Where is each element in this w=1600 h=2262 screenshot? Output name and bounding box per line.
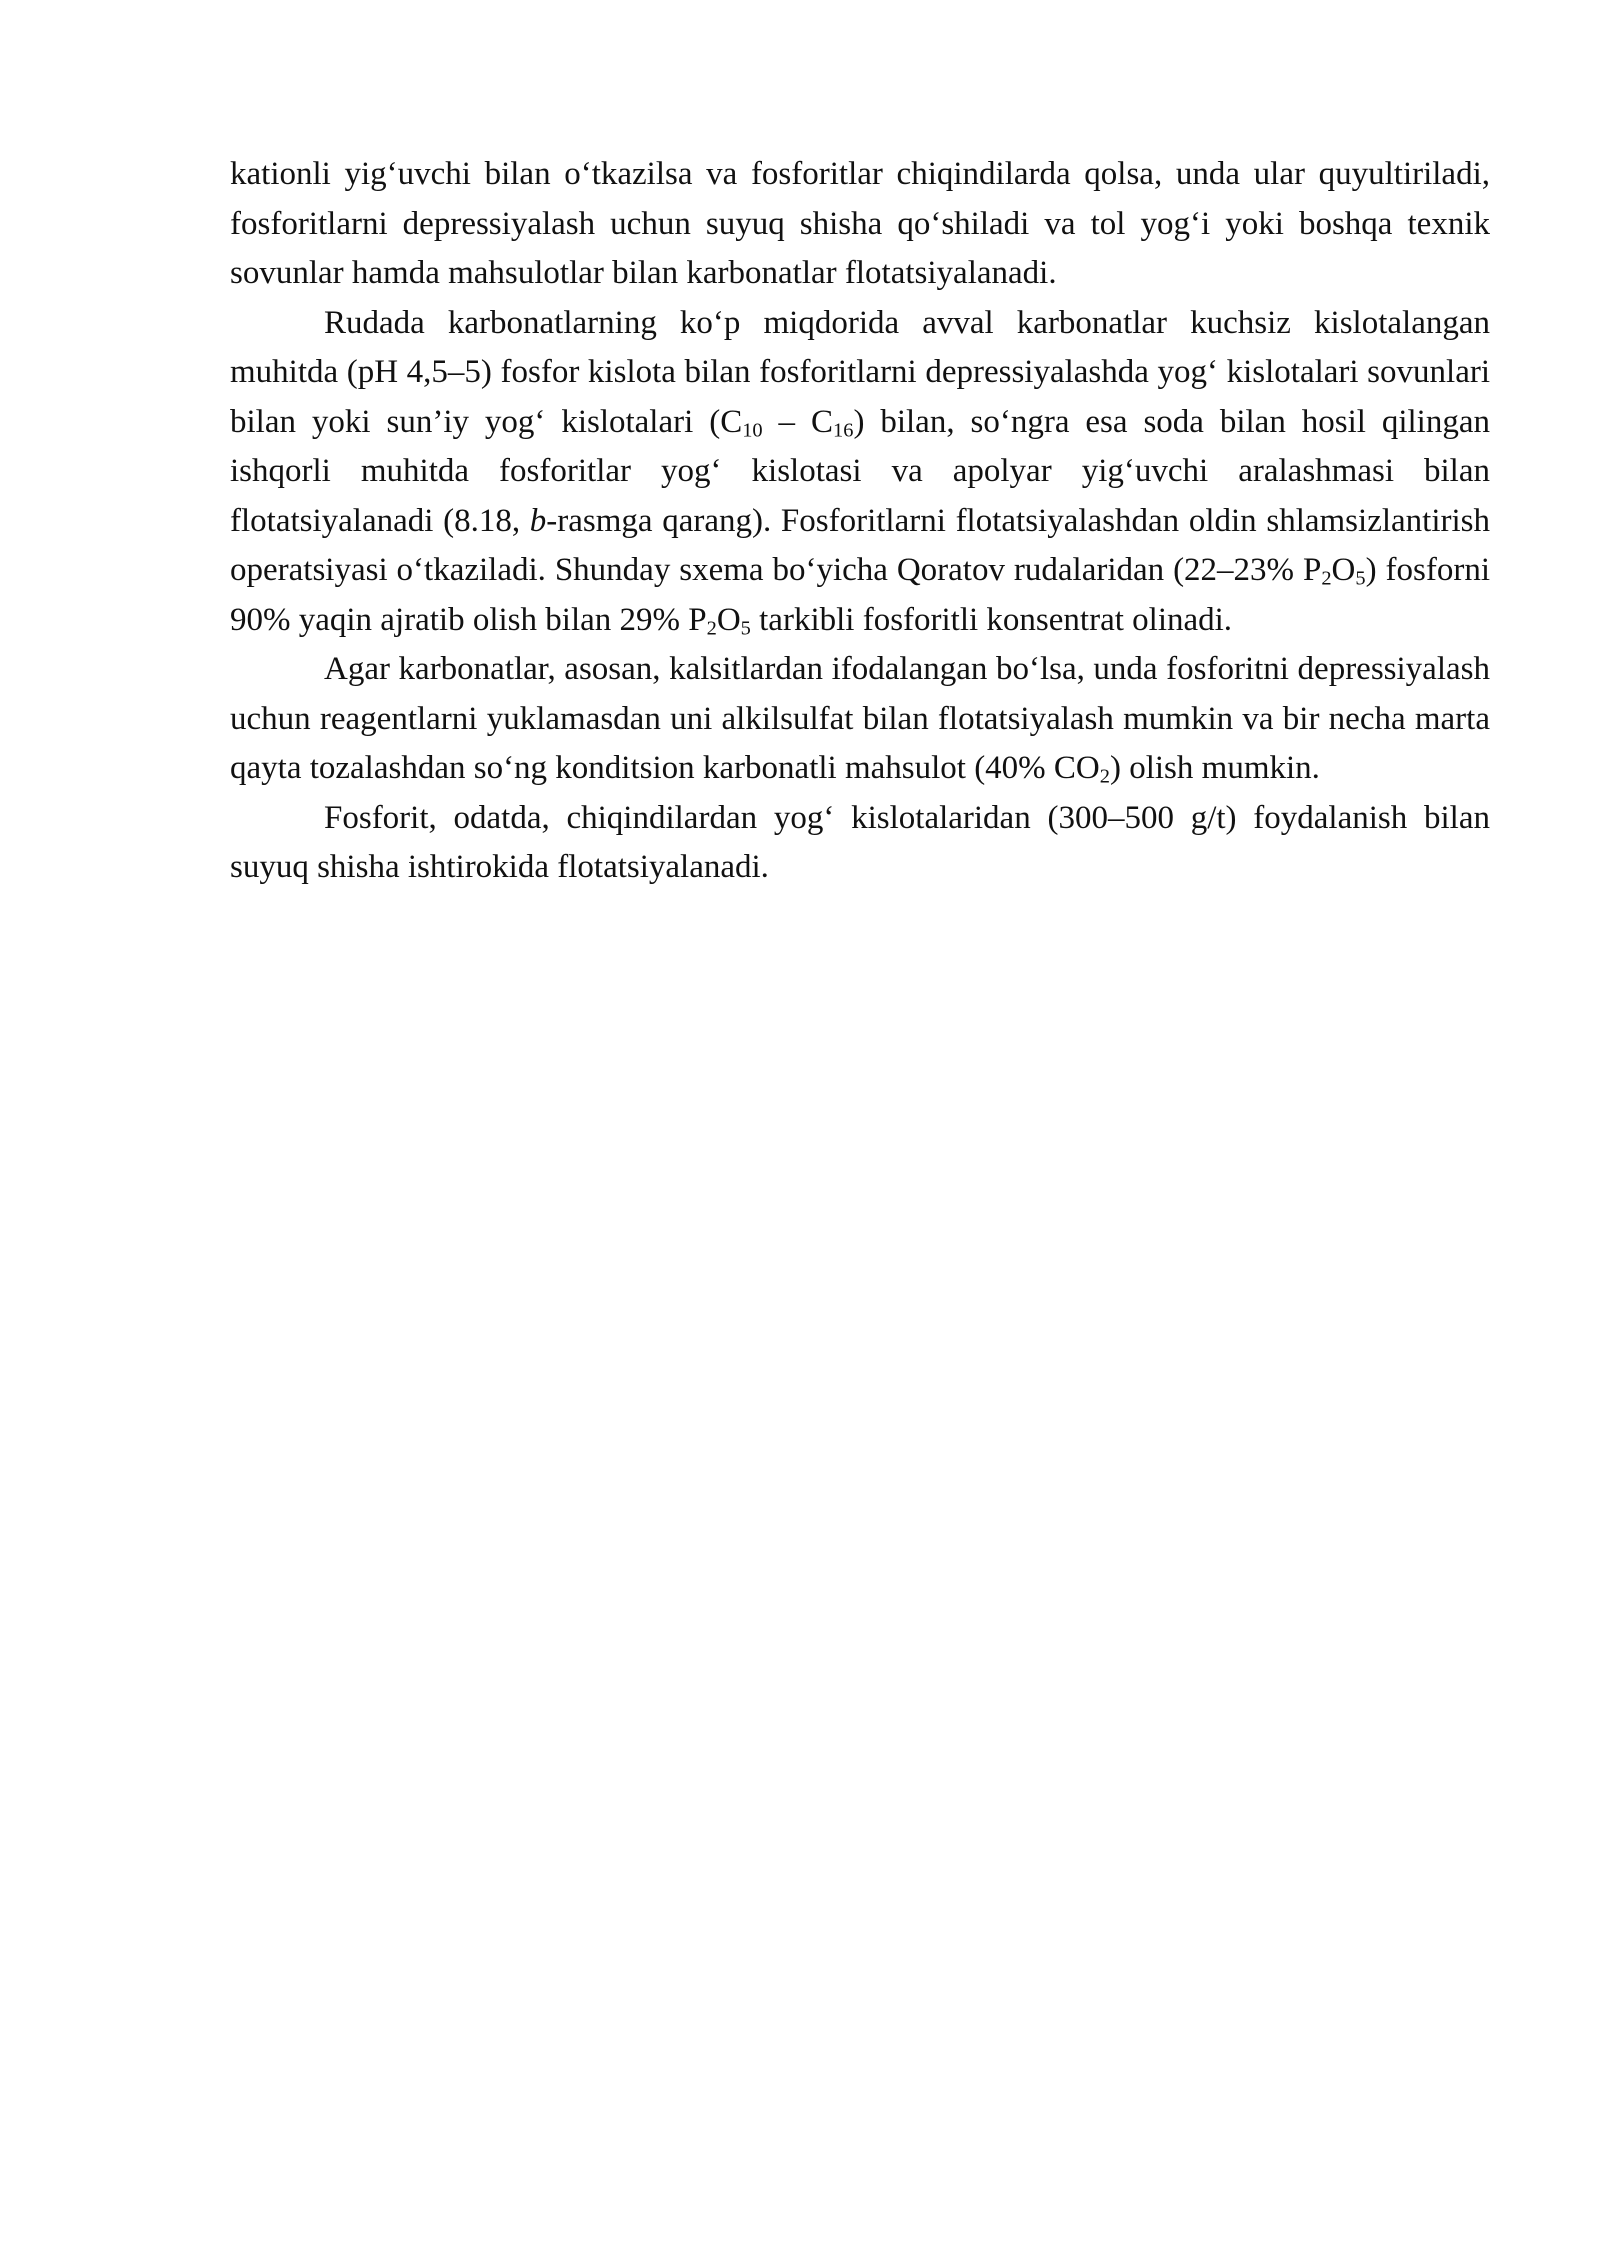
paragraph-1: kationli yig‘uvchi bilan o‘tkazilsa va fosforitlar chiqindilarda qolsa, unda ular quyultiriladi, fosforitlarni depressiyalash uchun suyuq shisha qo‘shiladi va tol yog‘i yoki boshqa texnik sovunlar hamda mahsulotlar bilan karbonatlar flotatsiyalanadi. [230,156,1490,291]
document-page [230,150,1490,893]
paragraph-2: Rudada karbonatlarning ko‘p miqdorida avval karbonatlar kuchsiz kislotalangan muhitda (pH 4,5–5) fosfor kislota bilan fosforitlarni depressiyalashda yog‘ kislotalari sovunlari bilan yoki sun’iy yog‘ kislotalari $(C_{10} - C_{16})$ bilan, so‘ngra esa soda bilan hosil qilingan ishqorli muhitda fosforitlar yog‘ kislotasi va apolyar yig‘uvchi aralashmasi bilan flotatsiyalanadi (8.18, b-rasmga qarang). Fosforitlarni flotatsiyalashdan oldin shlamsizlantirish operatsiyasi o‘tkaziladi. Shunday sxema bo‘yicha Qoratov rudalaridan (22–23% $P_2O_5$) fosforni 90% yaqin ajratib olish bilan 29% $P_2O_5$ tarkibli fosforitli konsentrat olinadi. [230,304,1490,639]
paragraph-3: Agar karbonatlar, asosan, kalsitlardan ifodalangan bo‘lsa, unda fosforitni depressiyalash uchun reagentlarni yuklamasdan uni alkilsulfat bilan flotatsiyalash mumkin va bir necha marta qayta tozalashdan so‘ng konditsion karbonatli mahsulot (40% $CO_2$) olish mumkin. [230,651,1490,788]
paragraph-4: Fosforit, odatda, chiqindilardan yog‘ kislotalaridan (300–500 g/t) foydalanish bilan suyuq shisha ishtirokida flotatsiyalanadi. [230,799,1490,885]
